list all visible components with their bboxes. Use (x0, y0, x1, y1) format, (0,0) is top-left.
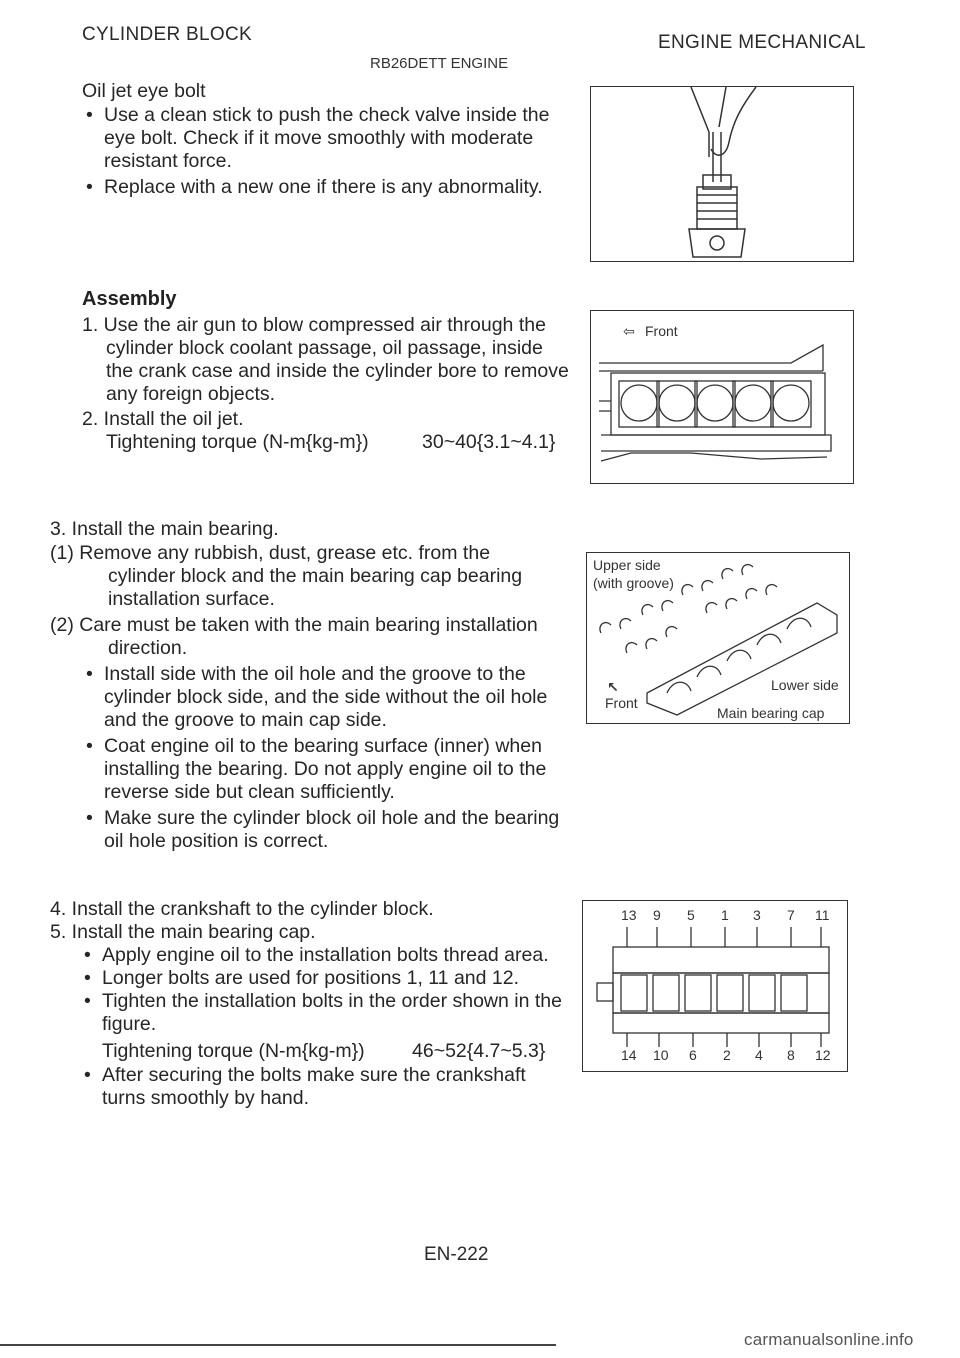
fig3-cap-label: Main bearing cap (717, 705, 825, 721)
eye-bolt-illustration (591, 87, 853, 261)
crank-bullet-3-line-2: figure. (102, 1013, 157, 1035)
figure-cylinder-block (590, 310, 854, 484)
bolt-order-bottom-1: 14 (621, 1047, 637, 1063)
oil-jet-bullet-1-line-3: resistant force. (104, 150, 232, 172)
bolt-order-top-1: 13 (621, 907, 637, 923)
bolt-order-top-3: 5 (687, 907, 695, 923)
section-title: CYLINDER BLOCK (82, 24, 252, 45)
bearing-bullet-2-line-1: Coat engine oil to the bearing surface (inner) when (104, 735, 542, 757)
bolt-order-bottom-7: 12 (815, 1047, 831, 1063)
bullet-dot: • (84, 1064, 91, 1086)
torque-label-2: Tightening torque (N-m{kg-m}) (102, 1040, 365, 1062)
bullet-dot: • (86, 663, 93, 685)
bearing-bullet-1-line-2: cylinder block side, and the side without the oil hole (104, 686, 548, 708)
fig2-front-label: Front (645, 323, 678, 339)
footer-rule (0, 1344, 556, 1346)
step1-line-2: cylinder block coolant passage, oil passage, inside (106, 337, 543, 359)
figure-eye-bolt (590, 86, 854, 262)
fig3-lower-label: Lower side (771, 677, 839, 693)
figure-main-bearing (586, 552, 850, 724)
figure-bolt-order (582, 900, 848, 1072)
main-bearing-illustration (587, 553, 849, 723)
assembly-section (82, 314, 572, 474)
crankshaft-section (50, 898, 580, 1138)
bullet-dot: • (86, 104, 93, 126)
crank-bullet-3-line-1: Tighten the installation bolts in the order shown in the (102, 990, 562, 1012)
bullet-dot: • (86, 176, 93, 198)
sub1-line-3: installation surface. (108, 588, 275, 610)
bullet-dot: • (86, 735, 93, 757)
crank-last-bullet-line-1: After securing the bolts make sure the crankshaft (102, 1064, 526, 1086)
crank-last-bullet-line-2: turns smoothly by hand. (102, 1087, 310, 1109)
bolt-order-top-6: 7 (787, 907, 795, 923)
page-number: EN-222 (424, 1244, 489, 1265)
crank-bullet-1: Apply engine oil to the installation bolts thread area. (102, 944, 549, 966)
oil-jet-bullet-1-line-1: Use a clean stick to push the check valve inside the (104, 104, 550, 126)
step5: 5. Install the main bearing cap. (50, 921, 316, 943)
bullet-dot: • (84, 944, 91, 966)
front-arrow-icon: ⇦ (623, 323, 635, 339)
bearing-section (50, 518, 580, 858)
oil-jet-bullet-1-line-2: eye bolt. Check if it move smoothly with moderate (104, 127, 534, 149)
bearing-bullet-3-line-1: Make sure the cylinder block oil hole and the bearing (104, 807, 560, 829)
bullet-dot: • (84, 990, 91, 1012)
bearing-bullet-3-line-2: oil hole position is correct. (104, 830, 329, 852)
bolt-order-top-2: 9 (653, 907, 661, 923)
cylinder-block-illustration (591, 311, 853, 483)
bearing-bullet-1-line-3: and the groove to main cap side. (104, 709, 387, 731)
assembly-heading: Assembly (82, 288, 177, 310)
step3: 3. Install the main bearing. (50, 518, 279, 540)
bolt-order-bottom-3: 6 (689, 1047, 697, 1063)
bolt-order-bottom-4: 2 (723, 1047, 731, 1063)
bullet-dot: • (86, 807, 93, 829)
engine-label: RB26DETT ENGINE (370, 55, 509, 72)
watermark: carmanualsonline.info (744, 1330, 914, 1349)
bolt-order-top-4: 1 (721, 907, 729, 923)
oil-jet-section (82, 80, 572, 200)
torque-value-2: 46~52{4.7~5.3} (412, 1040, 546, 1062)
bullet-dot: • (84, 967, 91, 989)
step2: 2. Install the oil jet. (82, 408, 244, 430)
step1-line-4: any foreign objects. (106, 383, 276, 405)
front-arrow-icon: ↖ (607, 679, 619, 695)
sub2-line-1: (2) Care must be taken with the main bearing installation (50, 614, 538, 636)
torque-label-1: Tightening torque (N-m{kg-m}) (106, 431, 369, 453)
bearing-bullet-2-line-2: installing the bearing. Do not apply engine oil to the (104, 758, 547, 780)
step4: 4. Install the crankshaft to the cylinder block. (50, 898, 434, 920)
sub1-line-1: (1) Remove any rubbish, dust, grease etc. from the (50, 542, 491, 564)
bolt-order-top-5: 3 (753, 907, 761, 923)
bolt-order-top-7: 11 (815, 907, 830, 923)
bolt-order-bottom-5: 4 (755, 1047, 763, 1063)
oil-jet-title: Oil jet eye bolt (82, 80, 206, 102)
torque-value-1: 30~40{3.1~4.1} (422, 431, 556, 453)
oil-jet-bullet-2: Replace with a new one if there is any abnormality. (104, 176, 543, 198)
bolt-order-illustration (583, 901, 847, 1071)
fig3-front-label: Front (605, 695, 638, 711)
bearing-bullet-2-line-3: reverse side but clean sufficiently. (104, 781, 395, 803)
bolt-order-bottom-2: 10 (653, 1047, 669, 1063)
chapter-title: ENGINE MECHANICAL (658, 32, 866, 53)
sub1-line-2: cylinder block and the main bearing cap bearing (108, 565, 523, 587)
bolt-order-bottom-6: 8 (787, 1047, 795, 1063)
fig3-upper-label: Upper side (593, 557, 661, 573)
sub2-line-2: direction. (108, 637, 188, 659)
step1-line-3: the crank case and inside the cylinder bore to remove (106, 360, 569, 382)
crank-bullet-2: Longer bolts are used for positions 1, 11 and 12. (102, 967, 520, 989)
step1-line-1: 1. Use the air gun to blow compressed air through the (82, 314, 546, 336)
fig3-groove-label: (with groove) (593, 575, 674, 591)
bearing-bullet-1-line-1: Install side with the oil hole and the groove to the (104, 663, 526, 685)
